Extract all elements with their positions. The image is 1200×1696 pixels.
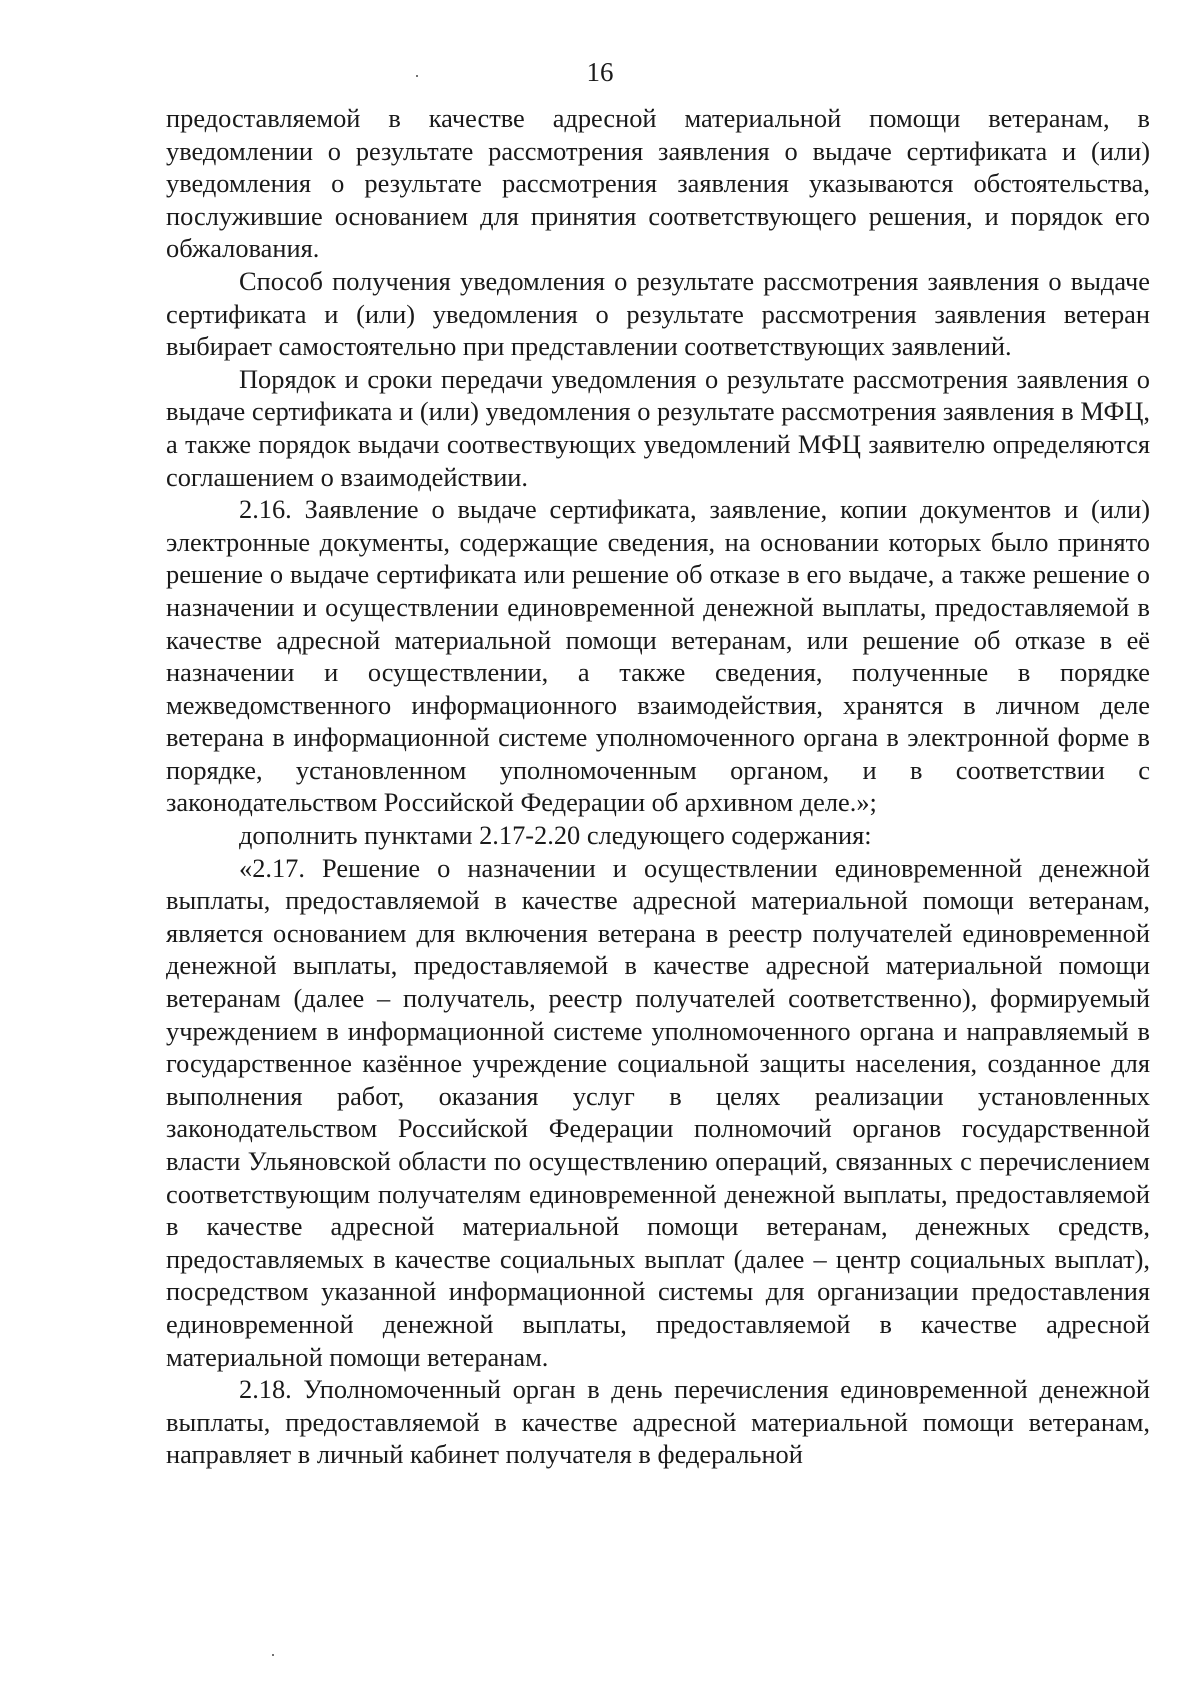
document-body [166,102,1150,1471]
paragraph-2-16: 2.16. Заявление о выдаче сертификата, заявление, копии документов и (или) электронные документы, содержащие сведения, на основании которых было принято решение о выдаче сертификата или решение об отказе в его выдаче, а также решение о назначении и осуществлении единовременной денежной выплаты, предоставляемой в качестве адресной материальной помощи ветеранам, или решение об отказе в её назначении и осуществлении, а также сведения, полученные в порядке межведомственного информационного взаимодействия, хранятся в личном деле ветерана в информационной системе уполномоченного органа в электронной форме в порядке, установленном уполномоченным органом, и в соответствии с законодательством Российской Федерации об архивном деле.»; [166,494,1150,818]
page-number: 16 [586,57,614,87]
paragraph-2-17: «2.17. Решение о назначении и осуществлении единовременной денежной выплаты, предоставляемой в качестве адресной материальной помощи ветеранам, является основанием для включения ветерана в реестр получателей единовременной денежной выплаты, предоставляемой в качестве адресной материальной помощи ветеранам (далее – получатель, реестр получателей соответственно), формируемый учреждением в информационной системе уполномоченного органа и направляемый в государственное казённое учреждение социальной защиты населения, созданное для выполнения работ, оказания услуг в целях реализации установленных законодательством Российской Федерации полномочий органов государственной власти Ульяновской области по осуществлению операций, связанных с перечислением соответствующим получателям единовременной денежной выплаты, предоставляемой в качестве адресной материальной помощи ветеранам, денежных средств, предоставляемых в качестве социальных выплат (далее – центр социальных выплат), посредством указанной информационной системы для организации предоставления единовременной денежной выплаты, предоставляемой в качестве адресной материальной помощи ветеранам. [166,852,1150,1372]
paragraph-notification-method: Способ получения уведомления о результате рассмотрения заявления о выдаче сертификата и (или) уведомления о результате рассмотрения заявления ветеран выбирает самостоятельно при представлении соответствующих заявлений. [166,265,1150,362]
scan-speck [272,1654,274,1656]
paragraph-mfc-transfer: Порядок и сроки передачи уведомления о результате рассмотрения заявления о выдаче сертификата и (или) уведомления о результате рассмотрения заявления в МФЦ, а также порядок выдачи соотвествующих уведомлений МФЦ заявителю определяются соглашением о взаимодействии. [166,363,1150,492]
paragraph-amendment-intro: дополнить пунктами 2.17-2.20 следующего содержания: [239,820,872,851]
paragraph-2-18: 2.18. Уполномоченный орган в день перечисления единовременной денежной выплаты, предоставляемой в качестве адресной материальной помощи ветеранам, направляет в личный кабинет получателя в федеральной [166,1374,1150,1470]
scan-speck [416,75,418,77]
paragraph-continuation: предоставляемой в качестве адресной материальной помощи ветеранам, в уведомлении о результате рассмотрения заявления о выдаче сертификата и (или) уведомления о результате рассмотрения заявления указываются обстоятельства, послужившие основанием для принятия соответствующего решения, и порядок его обжалования. [166,103,1150,264]
